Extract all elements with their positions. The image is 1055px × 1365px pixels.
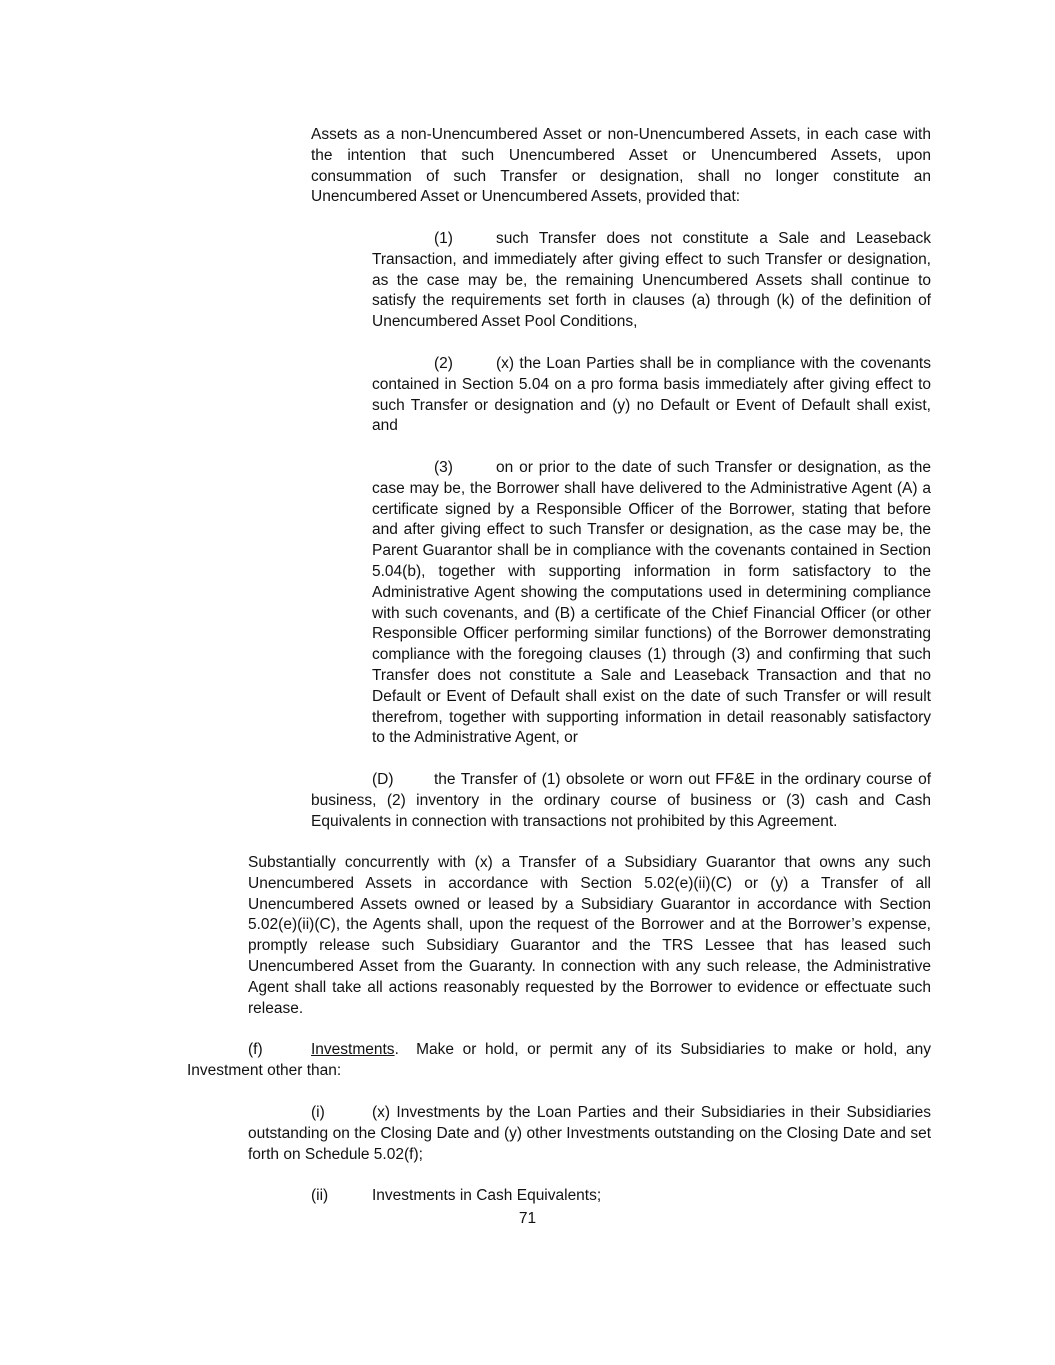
condition-2-paragraph xyxy=(372,354,931,437)
condition-3-text: on or prior to the date of such Transfer or designation, as the case may be, the Borrower shall have delivered to the Administrative Agent (A) a certificate signed by a Responsible Officer of the Borrower, stating that before and after giving effect to such Transfer or designation, as the case may be, the Parent Guarantor shall be in compliance with the covenants contained in Section 5.04(b), together with supporting information in form satisfactory to the Administrative Agent showing the computations used in determining compliance with such covenants, and (B) a certificate of the Chief Financial Officer (or other Responsible Officer performing similar functions) of the Borrower demonstrating compliance with the foregoing clauses (1) through (3) and confirming that such Transfer does not constitute a Sale and Leaseback Transaction and that no Default or Event of Default shall exist on the date of such Transfer or will result therefrom, together with supporting information in detail reasonably satisfactory to the Administrative Agent, or xyxy=(372,459,931,747)
intro-continuation-text: Assets as a non-Unencumbered Asset or non-Unencumbered Assets, in each case with the intention that such Unencumbered Asset or Unencumbered Assets, upon consummation of such Transfer or designation, shall no longer constitute an Unencumbered Asset or Unencumbered Assets, provided that: xyxy=(311,126,931,206)
condition-3-paragraph xyxy=(372,458,931,749)
investment-item-i-text: (x) Investments by the Loan Parties and their Subsidiaries in their Subsidiaries outstanding on the Closing Date and (y) other Investments outstanding on the Closing Date and set forth on Schedule 5.02(f); xyxy=(248,1104,931,1163)
condition-2-number: (2) xyxy=(434,355,453,372)
section-f-heading-punct: . xyxy=(394,1041,399,1058)
release-paragraph-text: Substantially concurrently with (x) a Transfer of a Subsidiary Guarantor that owns any such Unencumbered Assets in accordance with Section 5.02(e)(ii)(C) or (y) a Transfer of all Unencumbered Assets owned or leased by a Subsidiary Guarantor in accordance with Section 5.02(e)(ii)(C), the Agents shall, upon the request of the Borrower and at the Borrower’s expense, promptly release such Subsidiary Guarantor and the TRS Lessee that has leased such Unencumbered Asset from the Guaranty. In connection with any such release, the Administrative Agent shall take all actions reasonably requested by the Borrower to evidence or effectuate such release. xyxy=(248,854,931,1017)
condition-1-text: such Transfer does not constitute a Sale and Leaseback Transaction, and immediately after giving effect to such Transfer or designation, as the case may be, the remaining Unencumbered Assets shall continue to satisfy the requirements set forth in clauses (a) through (k) of the definition of Unencumbered Asset Pool Conditions, xyxy=(372,230,931,331)
condition-1-paragraph xyxy=(372,229,931,333)
intro-continuation-paragraph xyxy=(311,125,931,208)
condition-3-number: (3) xyxy=(434,459,453,476)
section-f-paragraph xyxy=(187,1040,931,1082)
release-paragraph xyxy=(248,853,931,1019)
condition-2-text: (x) the Loan Parties shall be in compliance with the covenants contained in Section 5.04 on a pro forma basis immediately after giving effect to such Transfer or designation and (y) no Default or Event of Default shall exist, and xyxy=(372,355,931,435)
clause-d-number: (D) xyxy=(372,771,394,788)
investment-item-i-number: (i) xyxy=(311,1104,325,1121)
investment-item-ii-text: Investments in Cash Equivalents; xyxy=(372,1187,602,1204)
page-number: 71 xyxy=(518,1210,537,1227)
clause-d-text: the Transfer of (1) obsolete or worn out FF&E in the ordinary course of business, (2) inventory in the ordinary course of business or (3) cash and Cash Equivalents in connection with transactions not prohibited by this Agreement. xyxy=(311,771,931,830)
investment-item-i-paragraph xyxy=(248,1103,931,1165)
investment-item-ii-paragraph xyxy=(311,1186,931,1207)
section-f-text: Make or hold, or permit any of its Subsidiaries to make or hold, any Investment other than: xyxy=(187,1041,932,1079)
clause-d-paragraph xyxy=(311,770,931,832)
section-f-number: (f) xyxy=(248,1041,263,1058)
investment-item-ii-number: (ii) xyxy=(311,1187,329,1204)
condition-1-number: (1) xyxy=(434,230,453,247)
section-f-heading: Investments xyxy=(311,1041,395,1058)
